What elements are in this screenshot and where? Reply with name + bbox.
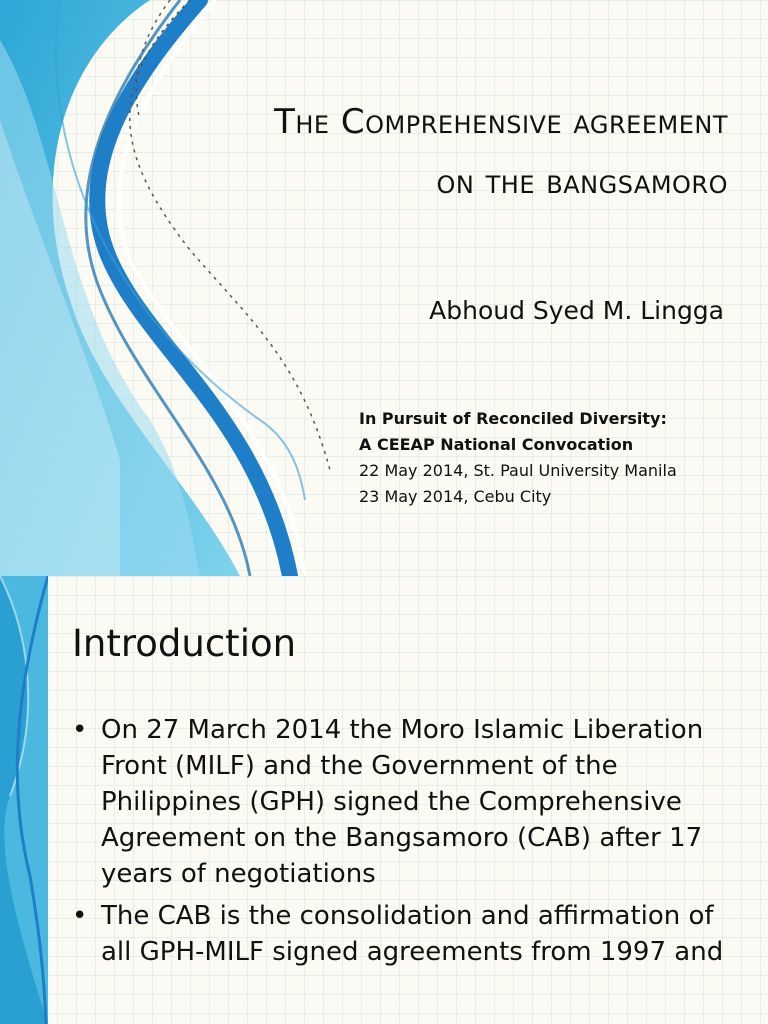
event-details xyxy=(359,406,677,510)
title-line-1: The Comprehensive agreement xyxy=(274,102,728,142)
side-strip-decoration xyxy=(0,576,48,1024)
presentation-title xyxy=(108,92,728,212)
author-name: Abhoud Syed M. Lingga xyxy=(429,296,724,325)
list-item xyxy=(72,712,732,892)
event-date-1: 22 May 2014, St. Paul University Manila xyxy=(359,461,677,480)
bullet-icon: • xyxy=(72,715,88,745)
event-name: In Pursuit of Reconciled Diversity: xyxy=(359,409,667,428)
event-subtitle: A CEEAP National Convocation xyxy=(359,435,634,454)
event-date-2: 23 May 2014, Cebu City xyxy=(359,487,552,506)
bullet-text: On 27 March 2014 the Moro Islamic Liberation Front (MILF) and the Government of the Philippines (GPH) signed the Comprehensive Agreement on the Bangsamoro (CAB) after 17 years of negotiations xyxy=(101,715,704,889)
slide-heading: Introduction xyxy=(72,622,297,665)
bullet-icon: • xyxy=(72,901,88,931)
bullet-list xyxy=(72,712,732,976)
bullet-text: The CAB is the consolidation and affirmation of all GPH-MILF signed agreements from 1997 and xyxy=(101,901,724,967)
introduction-slide xyxy=(0,576,768,1024)
title-line-2: on the bangsamoro xyxy=(436,162,728,202)
list-item xyxy=(72,898,732,970)
